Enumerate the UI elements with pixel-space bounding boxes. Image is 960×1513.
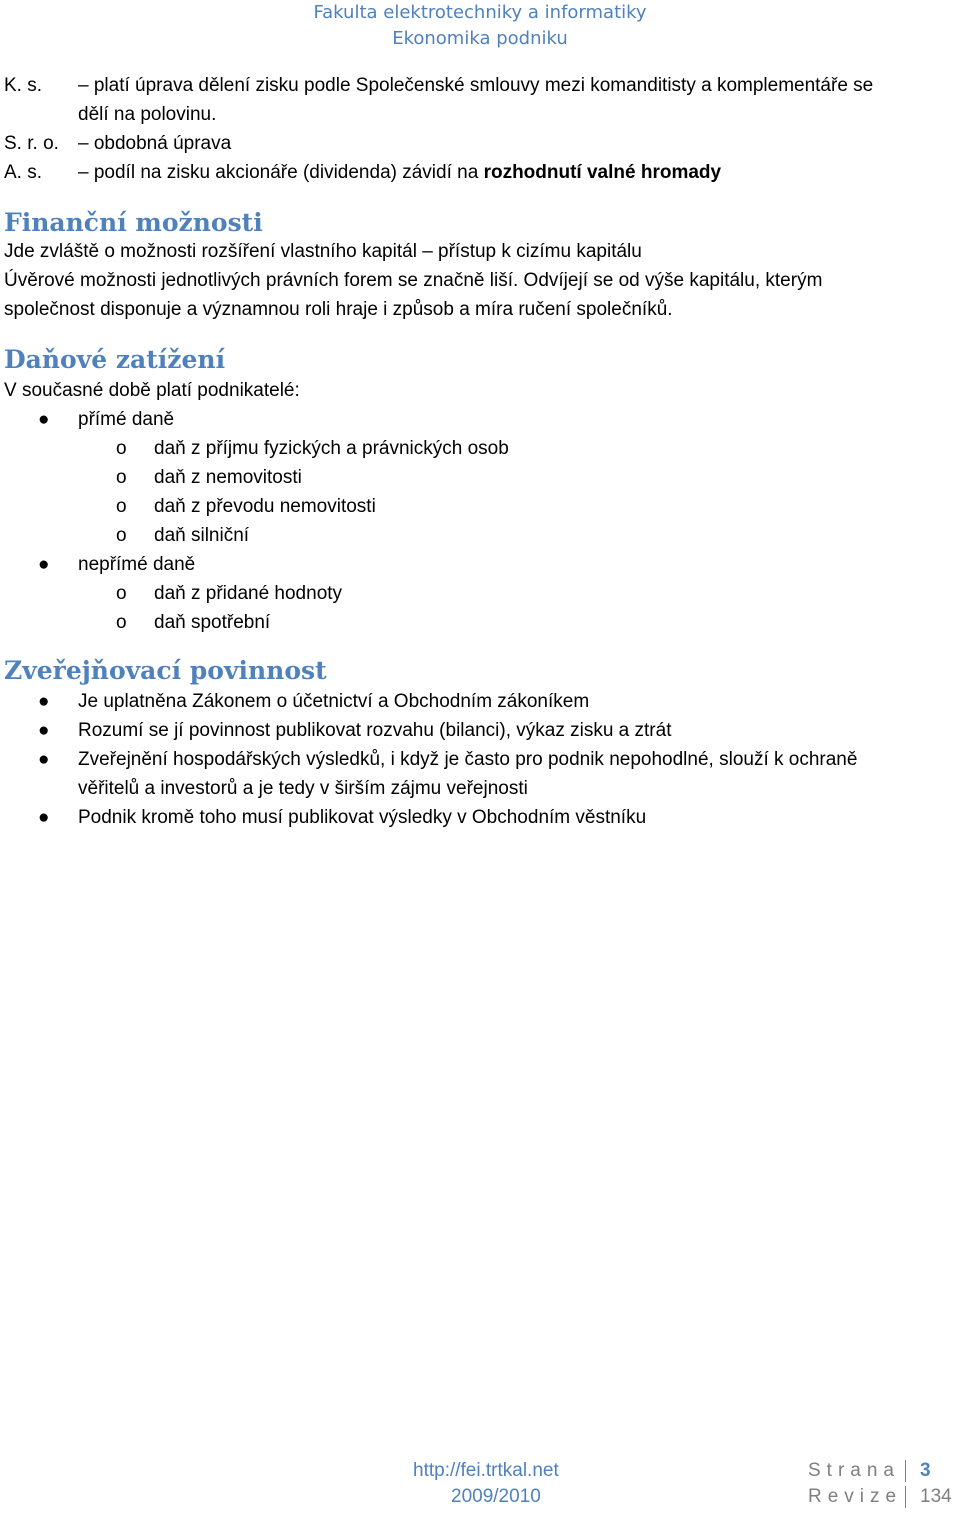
page-number: 3: [920, 1460, 931, 1481]
rule-continuation: dělí na polovinu.: [78, 104, 217, 125]
tax-intro: V současné době platí podnikatelé:: [4, 380, 300, 401]
list-item-label: věřitelů a investorů a je tedy v širším zájmu veřejnosti: [78, 778, 528, 799]
bullet-icon: ●: [38, 554, 50, 575]
circle-bullet-icon: o: [116, 438, 127, 459]
sub-list-item-label: daň z přidané hodnoty: [154, 583, 343, 604]
revision-label: Revize: [808, 1486, 903, 1507]
list-item: [4, 745, 954, 774]
list-item-label: Rozumí se jí povinnost publikovat rozvahu (bilanci), výkaz zisku a ztrát: [78, 720, 672, 741]
footer-divider: [905, 1460, 906, 1482]
list-item: [4, 550, 954, 579]
sub-list-item: [4, 521, 954, 550]
circle-bullet-icon: o: [116, 525, 127, 546]
footer-link[interactable]: http://fei.trtkal.net: [413, 1460, 559, 1481]
financni-text: [4, 237, 954, 324]
bullet-icon: ●: [38, 691, 50, 712]
rule-as: [4, 158, 954, 187]
profit-rules: [4, 71, 954, 187]
list-item: [4, 803, 954, 832]
rule-sro: [4, 129, 954, 158]
circle-bullet-icon: o: [116, 467, 127, 488]
sub-list-item-label: daň z převodu nemovitosti: [154, 496, 376, 517]
sub-list-item: [4, 579, 954, 608]
rule-abbr: A. s.: [4, 162, 43, 183]
rule-ks: [4, 71, 954, 100]
bullet-icon: ●: [38, 720, 50, 741]
sub-list-item: [4, 434, 954, 463]
list-item: [4, 405, 954, 434]
sub-list-item: [4, 608, 954, 637]
rule-text: – obdobná úprava: [78, 133, 232, 154]
heading-zverejnovaci: Zveřejňovací povinnost: [4, 656, 327, 685]
circle-bullet-icon: o: [116, 583, 127, 604]
disclosure-list: [4, 687, 954, 832]
rule-text-plain: – podíl na zisku akcionáře (dividenda) závidí na: [78, 162, 484, 183]
list-item-continuation: [4, 774, 954, 803]
sub-list-item-label: daň z nemovitosti: [154, 467, 302, 488]
rule-text: [78, 158, 721, 187]
footer-divider: [905, 1486, 906, 1508]
rule-text-bold: rozhodnutí valné hromady: [483, 162, 722, 183]
list-item-label: Je uplatněna Zákonem o účetnictví a Obchodním zákoníkem: [78, 691, 590, 712]
bullet-icon: ●: [38, 409, 50, 430]
tax-list: [4, 376, 954, 637]
list-item-label: Podnik kromě toho musí publikovat výsledky v Obchodním věstníku: [78, 807, 647, 828]
list-item-label: Zveřejnění hospodářských výsledků, i když je často pro podnik nepohodlné, slouží k ochraně: [78, 749, 858, 770]
circle-bullet-icon: o: [116, 496, 127, 517]
financni-line: společnost disponuje a významnou roli hraje i způsob a míra ručení společníků.: [4, 299, 673, 320]
header-faculty: Fakulta elektrotechniky a informatiky: [313, 2, 647, 23]
bullet-icon: ●: [38, 749, 50, 770]
rule-abbr: K. s.: [4, 75, 43, 96]
list-item: [4, 687, 954, 716]
sub-list-item: [4, 492, 954, 521]
rule-abbr: S. r. o.: [4, 133, 59, 154]
heading-financni: Finanční možnosti: [4, 208, 263, 237]
bullet-icon: ●: [38, 807, 50, 828]
footer-year: 2009/2010: [451, 1486, 541, 1507]
list-item-label: přímé daně: [78, 409, 175, 430]
page-header: [0, 0, 960, 52]
list-item: [4, 716, 954, 745]
header-subject: Ekonomika podniku: [392, 28, 568, 49]
sub-list-item: [4, 463, 954, 492]
circle-bullet-icon: o: [116, 612, 127, 633]
sub-list-item-label: daň z příjmu fyzických a právnických osob: [154, 438, 509, 459]
financni-line: Úvěrové možnosti jednotlivých právních forem se značně liší. Odvíjejí se od výše kapitálu, kterým: [4, 270, 823, 291]
list-item-label: nepřímé daně: [78, 554, 196, 575]
rule-text: – platí úprava dělení zisku podle Společenské smlouvy mezi komanditisty a komplementáře se: [78, 75, 874, 96]
page-label: Strana: [808, 1460, 900, 1481]
financni-line: Jde zvláště o možnosti rozšíření vlastního kapitál – přístup k cizímu kapitálu: [4, 241, 642, 262]
heading-danove: Daňové zatížení: [4, 345, 226, 374]
sub-list-item-label: daň spotřební: [154, 612, 271, 633]
sub-list-item-label: daň silniční: [154, 525, 250, 546]
revision-number: 134: [920, 1486, 952, 1507]
